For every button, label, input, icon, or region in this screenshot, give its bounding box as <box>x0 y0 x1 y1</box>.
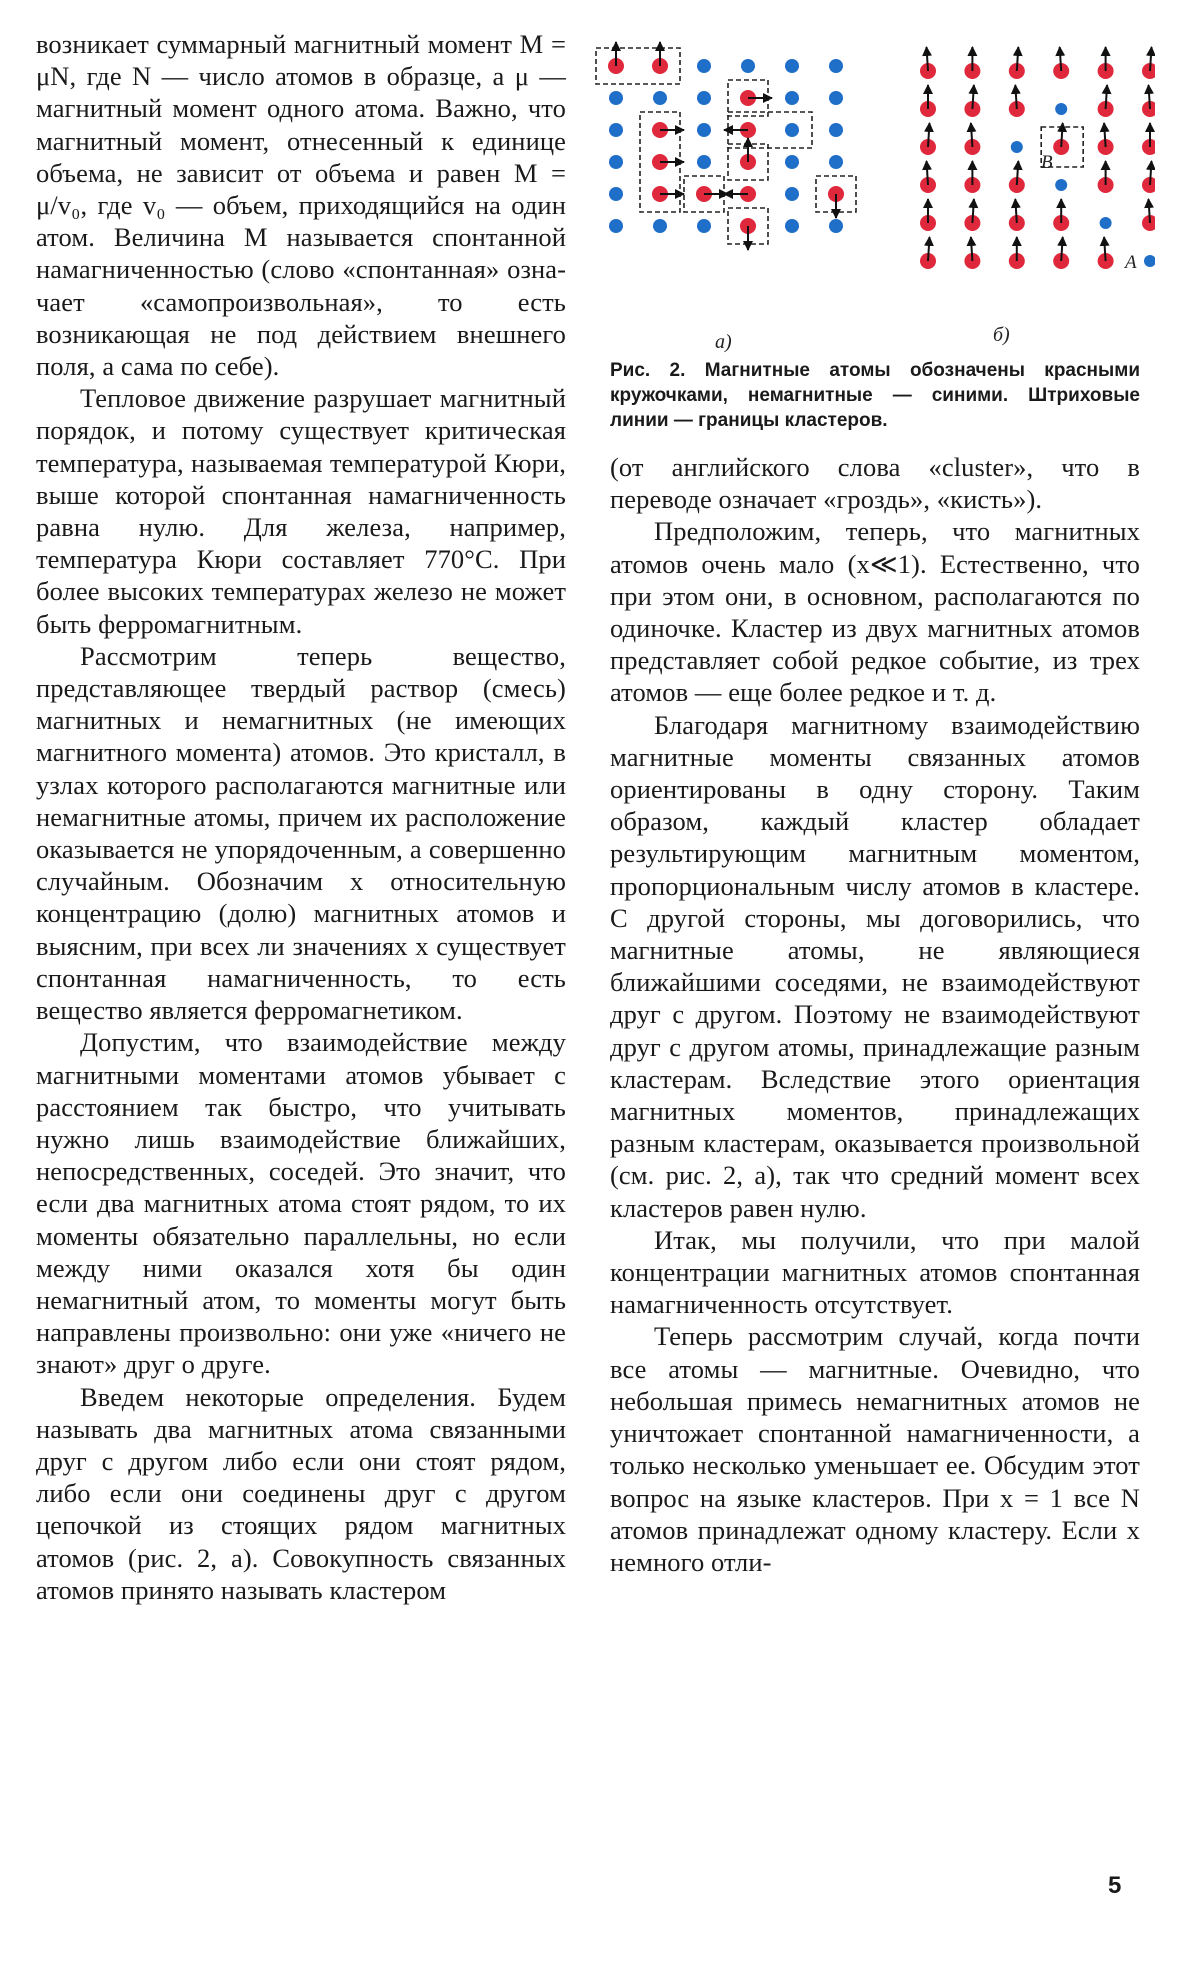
label-b: б) <box>993 324 1010 346</box>
nonmagnetic-atom <box>1011 141 1023 153</box>
lattice-b <box>920 47 1155 269</box>
nonmagnetic-atom <box>1100 217 1112 229</box>
nonmagnetic-atom <box>785 91 799 105</box>
nonmagnetic-atom <box>697 123 711 137</box>
magnetic-atom <box>1142 215 1155 231</box>
point-b-label: B <box>1041 152 1053 173</box>
figure-2 <box>595 28 1155 358</box>
nonmagnetic-atom <box>609 219 623 233</box>
paragraph: Итак, мы получили, что при малой концентрации магнитных атомов спонтанная намагниченность отсутствует. <box>610 1224 1140 1320</box>
nonmagnetic-atom <box>785 187 799 201</box>
nonmagnetic-atom <box>697 219 711 233</box>
nonmagnetic-atom <box>653 219 667 233</box>
point-a-label: A <box>1125 252 1137 273</box>
nonmagnetic-atom <box>697 155 711 169</box>
nonmagnetic-atom <box>609 187 623 201</box>
nonmagnetic-atom <box>609 123 623 137</box>
nonmagnetic-atom <box>785 123 799 137</box>
magnetic-atom <box>1142 177 1155 193</box>
nonmagnetic-atom <box>829 155 843 169</box>
left-column <box>36 28 566 1606</box>
label-a: а) <box>715 331 732 353</box>
paragraph: Введем некоторые определения. Будем называть два магнитных атома связанными друг с другом либо если они стоят рядом, либо если они соединены друг с другом цепочкой из стоящих рядом магнитных атомов (рис. 2, а). Совокупность связанных атомов принято называть кластером <box>36 1381 566 1605</box>
magnetic-atom <box>1142 139 1155 155</box>
figure-caption: Рис. 2. Магнитные атомы обозначены красными кружочками, немагнитные — синими. Штриховые линии — границы кластеров. <box>610 360 1140 431</box>
nonmagnetic-atom <box>785 155 799 169</box>
nonmagnetic-atom <box>785 219 799 233</box>
nonmagnetic-atom <box>653 91 667 105</box>
nonmagnetic-atom <box>829 219 843 233</box>
paragraph: Теперь рассмотрим случай, когда почти все атомы — магнитные. Очевидно, что небольшая примесь немагнитных атомов не уничтожает спонтанной намагниченности, а только несколько уменьшает ее. Обсудим этот вопрос на языке кластеров. При x = 1 все N атомов принадлежат одному кластеру. Если x немного отли- <box>610 1321 1140 1577</box>
nonmagnetic-atom <box>1055 103 1067 115</box>
nonmagnetic-atom <box>741 59 755 73</box>
right-column <box>610 28 1140 1578</box>
nonmagnetic-atom <box>697 59 711 73</box>
paragraph: Тепловое движение разрушает магнитный порядок, и потому существует критическая температура, называемая температурой Кюри, выше которой спонтанная намагниченность равна нулю. Для железа, например, температура Кюри составляет 770°C. При более высоких температурах железо не может быть ферромагнитным. <box>36 383 566 639</box>
paragraph: Рассмотрим теперь вещество, представляющее твердый раствор (смесь) магнитных и немагнитных (не имеющих магнитного момента) атомов. Это кристалл, в узлах которого располагаются магнитные или немагнитные атомы, причем их расположение оказывается не упорядоченным, а совершенно случайным. Обозначим x относительную концентрацию (долю) магнитных атомов и выясним, при всех ли значениях x существует спонтанная намагниченность, то есть вещество является ферромагнетиком. <box>36 640 566 1026</box>
atom-lattice-diagram <box>595 28 1155 358</box>
magnetic-atom <box>1142 63 1155 79</box>
nonmagnetic-atom <box>829 123 843 137</box>
paragraph: (от английского слова «cluster», что в переводе означает «гроздь», «кисть»). <box>610 452 1140 515</box>
paragraph: Предположим, теперь, что магнитных атомов очень мало (x≪1). Естественно, что при этом они, в основном, располагаются по одиночке. Кластер из двух магнитных атомов представляет собой редкое событие, из трех атомов — еще более редкое и т. д. <box>610 516 1140 708</box>
nonmagnetic-atom <box>1144 255 1155 267</box>
nonmagnetic-atom <box>785 59 799 73</box>
paragraph: возникает суммарный магнитный момент M = μN, где N — число атомов в образце, а μ — магнитный момент одного атома. Важно, что магнитный момент, отнесенный к единице объема, не зависит от объема и равен M = μ/v₀, где v₀ — объем, приходящийся на один атом. Величина M называется спонтанной намагниченностью (слово «спонтанная» означает «самопроизвольная», то есть возникающая не под действием внешнего поля, а сама по себе). <box>36 29 566 382</box>
nonmagnetic-atom <box>697 91 711 105</box>
lattice-a <box>596 42 856 250</box>
magnetic-atom <box>1142 101 1155 117</box>
nonmagnetic-atom <box>609 91 623 105</box>
nonmagnetic-atom <box>829 91 843 105</box>
nonmagnetic-atom <box>829 59 843 73</box>
nonmagnetic-atom <box>1055 179 1067 191</box>
paragraph: Допустим, что взаимодействие между магнитными моментами атомов убывает с расстоянием так быстро, что учитывать нужно лишь взаимодействие ближайших, непосредственных, соседей. Это значит, что если два магнитных атома стоят рядом, то их моменты обязательно параллельны, но если между ними оказался хотя бы один немагнитный атом, то моменты могут быть направлены произвольно: они уже «ничего не знают» друг о друге. <box>36 1027 566 1380</box>
nonmagnetic-atom <box>609 155 623 169</box>
paragraph: Благодаря магнитному взаимодействию магнитные моменты связанных атомов ориентированы в одну сторону. Таким образом, каждый кластер обладает результирующим магнитным моментом, пропорциональным числу атомов в кластере. С другой стороны, мы договорились, что магнитные атомы, не являющиеся ближайшими соседями, не взаимодействуют друг с другом. Поэтому не взаимодействуют друг с другом атомы, принадлежащие разным кластерам. Вследствие этого ориентация магнитных моментов, принадлежащих разным кластерам, оказывается произвольной (см. рис. 2, а), так что средний момент всех кластеров равен нулю. <box>610 709 1140 1223</box>
page-number: 5 <box>1108 1872 1122 1899</box>
